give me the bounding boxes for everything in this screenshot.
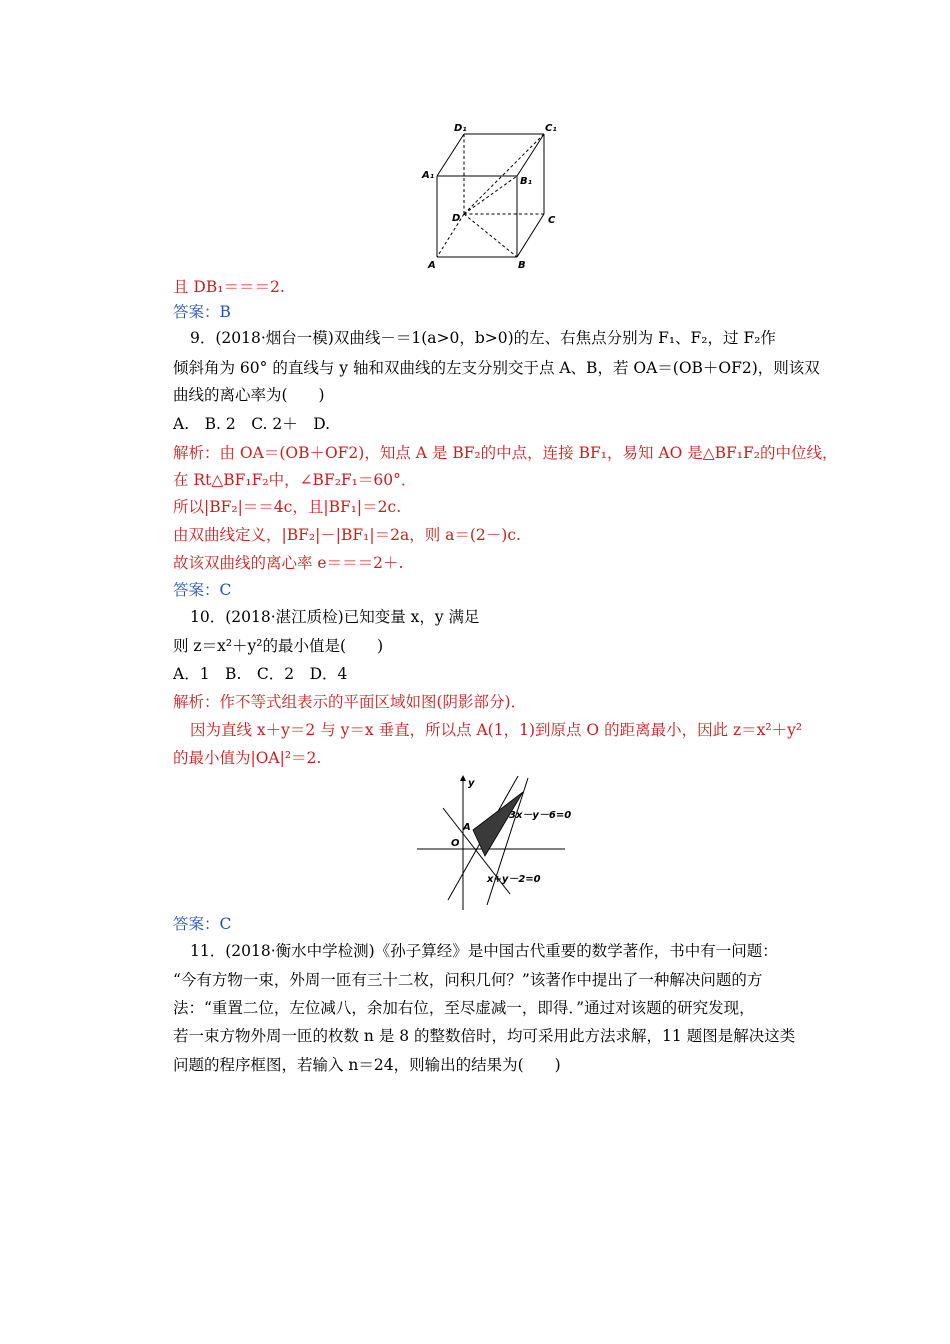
q10-solution-1: 解析：作不等式组表示的平面区域如图(阴影部分)． [173, 693, 527, 711]
label-c: C [548, 215, 556, 226]
q11-line3: 法：“重置二位，左位减八，余加右位，至尽虚减一，即得．”通过对该题的研究发现， [173, 999, 755, 1017]
label-point-a: A [463, 822, 471, 833]
q8-solution-line: 且 DB₁＝＝＝2. [173, 278, 285, 296]
q10-line1: 10．(2018·湛江质检)已知变量 x，y 满足 [190, 608, 480, 626]
label-d1: D₁ [454, 123, 467, 134]
feasible-region-figure [415, 772, 580, 912]
q11-line5: 问题的程序框图，若输入 n＝24，则输出的结果为( ) [173, 1056, 561, 1074]
cube-figure [420, 120, 570, 275]
q9-solution-1: 解析：由 OA＝(OB＋OF2)，知点 A 是 BF₂的中点，连接 BF₁，易知 AO 是△BF₁F₂的中位线， [173, 444, 838, 462]
q10-answer: 答案：C [173, 915, 232, 933]
q8-answer: 答案：B [173, 303, 231, 321]
label-a1: A₁ [422, 170, 435, 181]
q9-line1: 9．(2018·烟台一模)双曲线－＝1(a>0，b>0)的左、右焦点分别为 F₁、F₂，过 F₂作 [190, 329, 776, 347]
q11-line1: 11．(2018·衡水中学检测)《孙子算经》是中国古代重要的数学著作，书中有一问题： [190, 942, 778, 960]
label-b: B [518, 260, 526, 271]
q9-solution-5: 故该双曲线的离心率 e＝＝＝2＋. [173, 554, 404, 572]
label-c1: C₁ [545, 123, 557, 134]
label-a: A [428, 260, 436, 271]
q9-solution-4: 由双曲线定义，|BF₂|－|BF₁|＝2a，则 a＝(2－)c. [173, 526, 521, 544]
label-b1: B₁ [520, 176, 533, 187]
q10-line2: 则 z＝x²＋y²的最小值是( ) [173, 637, 384, 655]
q9-options: A. B. 2 C. 2＋ D. [173, 415, 331, 433]
q10-solution-2: 因为直线 x＋y＝2 与 y＝x 垂直，所以点 A(1，1)到原点 O 的距离最小，因此 z＝x²＋y² [190, 721, 803, 739]
q10-solution-3: 的最小值为|OA|²＝2. [173, 749, 322, 767]
q9-line2: 倾斜角为 60° 的直线与 y 轴和双曲线的左支分别交于点 A、B，若 OA＝(OB＋OF2)，则该双 [173, 359, 820, 377]
label-line-3x-y-6: 3x－y－6=0 [509, 810, 572, 821]
label-origin: O [451, 838, 460, 849]
label-y-axis: y [468, 778, 475, 789]
q10-options: A．1 B. C．2 D．4 [173, 665, 348, 683]
q9-line3: 曲线的离心率为( ) [173, 386, 325, 404]
q11-line2: “今有方物一束，外周一匝有三十二枚，问积几何？”该著作中提出了一种解决问题的方 [173, 971, 763, 989]
q11-line4: 若一束方物外周一匝的枚数 n 是 8 的整数倍时，均可采用此方法求解，11 题图是解决这类 [173, 1027, 796, 1045]
q9-solution-2: 在 Rt△BF₁F₂中，∠BF₂F₁＝60°． [173, 471, 417, 489]
label-line-x-y-2: x+y－2=0 [487, 874, 541, 885]
label-d: D [452, 213, 461, 224]
q9-solution-3: 所以|BF₂|＝＝4c，且|BF₁|＝2c. [173, 498, 402, 516]
q9-answer: 答案：C [173, 581, 232, 599]
